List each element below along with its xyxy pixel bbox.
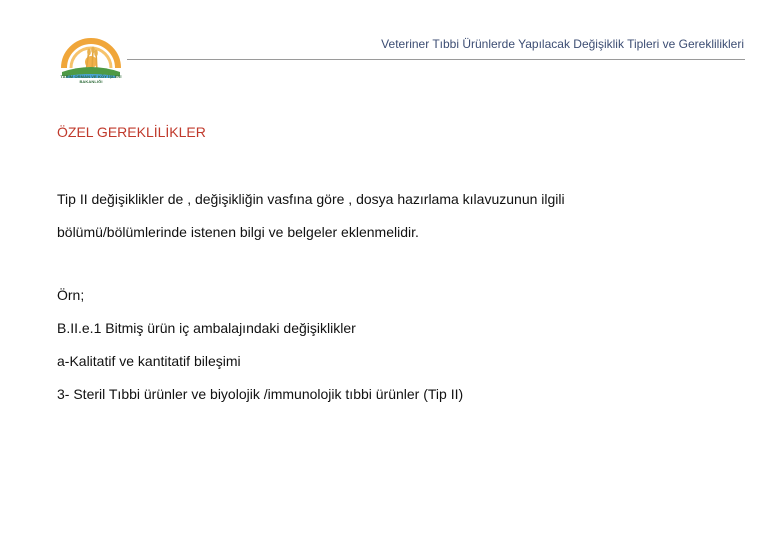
example-line-3: 3- Steril Tıbbi ürünler ve biyolojik /immunolojik tıbbi ürünler (Tip II) bbox=[57, 386, 464, 402]
example-label: Örn; bbox=[57, 287, 85, 303]
section-title: ÖZEL GEREKLİLİKLER bbox=[57, 124, 206, 140]
paragraph-line-2: bölümü/bölümlerinde istenen bilgi ve belgeler eklenmelidir. bbox=[57, 224, 419, 240]
logo-caption-line1: TARIM ORMAN VE KÖY İŞLERİ bbox=[60, 74, 122, 79]
logo-caption bbox=[60, 75, 122, 84]
paragraph-line-1: Tip II değişiklikler de , değişikliğin vasfına göre , dosya hazırlama kılavuzunun ilgili bbox=[57, 191, 565, 207]
page-header-title: Veteriner Tıbbi Ürünlerde Yapılacak Değişiklik Tipleri ve Gereklilikleri bbox=[381, 37, 744, 51]
header-divider bbox=[127, 59, 745, 60]
logo-caption-line2: BAKANLIĞI bbox=[79, 78, 103, 84]
example-line-1: B.II.e.1 Bitmiş ürün iç ambalajındaki değişiklikler bbox=[57, 320, 356, 336]
example-line-2: a-Kalitatif ve kantitatif bileşimi bbox=[57, 353, 241, 369]
